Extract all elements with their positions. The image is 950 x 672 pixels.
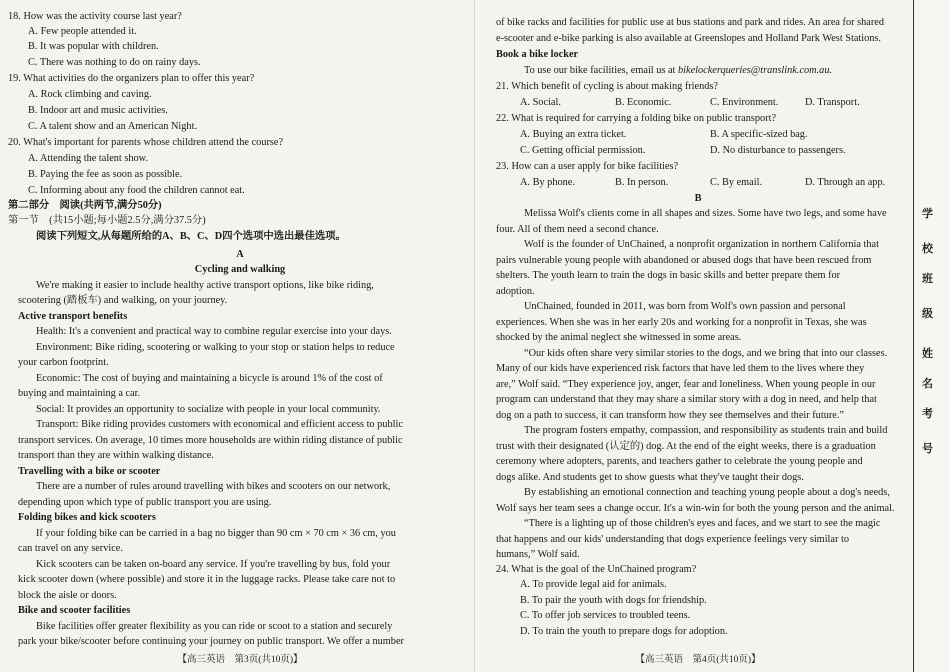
- binding-line: [913, 0, 914, 672]
- option-22b: B. A specific-sized bag.: [710, 129, 808, 140]
- option-19a: A. Rock climbing and caving.: [28, 89, 152, 100]
- passage-b-letter: B: [694, 193, 702, 204]
- continued-line: e-scooter and e-bike parking is also available at Greenslopes and Holland Park West Stations.: [496, 33, 882, 44]
- facilities-heading: Bike and scooter facilities: [18, 605, 131, 616]
- option-18a: A. Few people attended it.: [28, 26, 137, 37]
- option-19b: B. Indoor art and music activities.: [28, 105, 168, 116]
- question-21: 21. Which benefit of cycling is about making friends?: [496, 81, 718, 92]
- option-18c: C. There was nothing to do on rainy days.: [28, 57, 201, 68]
- locker-email: bikelockerqueries@translink.com.au.: [677, 65, 833, 76]
- binding-label-char: 号: [922, 443, 933, 455]
- folding-heading: Folding bikes and kick scooters: [18, 512, 156, 523]
- binding-label-char: 考: [922, 408, 933, 420]
- travel-heading: Travelling with a bike or scooter: [18, 466, 161, 477]
- passage-b-line: trust with their designated (认定的) dog. At the end of the eight weeks, there is a graduation: [496, 440, 876, 452]
- binding-label-char: 级: [922, 308, 933, 320]
- option-21d: D. Transport.: [805, 97, 860, 108]
- question-19: 19. What activities do the organizers plan to offer this year?: [8, 73, 255, 84]
- page-footer: 【高三英语 第3页(共10页)】: [177, 655, 303, 665]
- travel-line: There are a number of rules around travelling with bikes and scooters on our network,: [36, 481, 391, 492]
- question-23: 23. How can a user apply for bike facilities?: [496, 161, 679, 172]
- question-22: 22. What is required for carrying a folding bike on public transport?: [496, 113, 777, 124]
- locker-text: [524, 64, 832, 77]
- folding-line: If your folding bike can be carried in a bag no bigger than 90 cm × 70 cm × 36 cm, you: [36, 528, 396, 539]
- passage-b-line: dogs alike. And students get to show guests what they've taught their dogs.: [496, 471, 804, 483]
- benefit-line: Transport: Bike riding provides customers with economical and efficient access to public: [36, 419, 403, 430]
- binding-label-char: 姓: [922, 348, 933, 360]
- facilities-line: Bike facilities offer greater flexibility as you can ride or scoot to a station and securely: [36, 621, 393, 632]
- benefit-line: transport than they are within walking distance.: [18, 450, 214, 461]
- option-22c: C. Getting official permission.: [520, 145, 646, 156]
- continued-line: of bike racks and facilities for public use at bus stations and park and rides. An area for shared: [496, 17, 885, 28]
- benefit-line: transport services. On average, 10 times more households are within riding distance of public: [18, 435, 403, 446]
- folding-line: block the aisle or doors.: [18, 590, 117, 601]
- passage-b-line: The program fosters empathy, compassion, and responsibility as students train and build: [524, 425, 888, 436]
- binding-label-char: 名: [922, 378, 933, 390]
- intro-line: We're making it easier to include healthy active transport options, like bike riding,: [36, 280, 374, 291]
- benefit-line: buying and maintaining a car.: [18, 388, 141, 399]
- passage-b-line: Many of our kids have experienced risk factors that have led them to the lives where they: [496, 363, 865, 374]
- option-23b: B. In person.: [615, 177, 669, 188]
- binding-label-char: 校: [922, 243, 933, 255]
- option-20b: B. Paying the fee as soon as possible.: [28, 169, 183, 180]
- folding-line: kick scooter down (where possible) and store it in the luggage racks. Please take care not to: [18, 574, 396, 585]
- passage-b-line: ceremony where adopters, parents, and teachers gather to celebrate the young people and: [496, 456, 863, 467]
- section1-title: 第一节 (共15小题;每小题2.5分,满分37.5分): [8, 215, 206, 226]
- passage-b-line: adoption.: [496, 285, 535, 297]
- benefit-line: Health: It's a convenient and practical way to combine regular exercise into your days.: [36, 326, 392, 337]
- passage-a-letter: A: [236, 249, 244, 260]
- intro-line: scootering (踏板车) and walking, on your journey.: [18, 295, 228, 306]
- passage-b-line: “Our kids often share very similar stories to the dogs, and we bring that into our classes.: [524, 347, 888, 359]
- passage-b-line: Melissa Wolf's clients come in all shapes and sizes. Some have two legs, and some have: [524, 208, 887, 219]
- binding-label-char: 班: [922, 273, 933, 285]
- option-19c: C. A talent show and an American Night.: [28, 121, 198, 132]
- locker-heading: Book a bike locker: [496, 49, 579, 60]
- part2-title: 第二部分 阅读(共两节,满分50分): [8, 200, 162, 211]
- passage-b-line: Wolf is the founder of UnChained, a nonprofit organization in northern California that: [524, 239, 879, 250]
- benefits-heading: Active transport benefits: [18, 311, 128, 322]
- passage-b-line: experiences. When she was in her early 20s and working for a nonprofit in Texas, she was: [496, 316, 867, 328]
- passage-b-line: pairs vulnerable young people with abandoned or abused dogs that have been rescued from: [496, 254, 872, 266]
- travel-line: depending upon which type of public transport you are using.: [18, 497, 272, 508]
- folding-line: Kick scooters can be taken on-board any service. If you're travelling by bus, fold your: [36, 559, 391, 570]
- passage-b-line: that happens and our kids' understanding that dogs experience feelings very similar to: [496, 533, 850, 545]
- passage-b-line: “There is a lighting up of those children's eyes and faces, and we start to see the magic: [524, 518, 881, 529]
- passage-b-line: By establishing an emotional connection and teaching young people about a dog's needs,: [524, 487, 890, 498]
- option-18b: B. It was popular with children.: [28, 41, 159, 52]
- folding-line: can travel on any service.: [18, 543, 123, 554]
- passage-b-line: shocked by the animal neglect she witnessed in some areas.: [496, 332, 742, 343]
- option-21b: B. Economic.: [615, 97, 672, 108]
- passage-b-line: are,” Wolf said. “They experience joy, anger, fear and loneliness. When young people in our: [496, 378, 876, 390]
- option-20c: C. Informing about any food the children cannot eat.: [28, 185, 245, 196]
- passage-b-line: Wolf says her team sees a change occur. It's a win-win for both the young person and the animal.: [496, 502, 895, 514]
- benefit-line: your carbon footprint.: [18, 357, 109, 368]
- option-20a: A. Attending the talent show.: [28, 153, 149, 164]
- option-21a: A. Social.: [520, 97, 561, 108]
- question-18: 18. How was the activity course last year?: [8, 11, 182, 22]
- option-24d: D. To train the youth to prepare dogs for adoption.: [520, 626, 728, 637]
- benefit-line: Social: It provides an opportunity to socialize with people in your local community.: [36, 404, 381, 415]
- question-20: 20. What's important for parents whose children attend the course?: [8, 137, 284, 148]
- passage-b-line: humans,” Wolf said.: [496, 549, 580, 560]
- option-24a: A. To provide legal aid for animals.: [520, 579, 667, 590]
- binding-strip: [912, 0, 950, 672]
- passage-b-line: program can understand that they may share a similar story with a dog in need, and help that: [496, 394, 877, 405]
- question-24: 24. What is the goal of the UnChained program?: [496, 564, 697, 575]
- passage-b-line: dog on a path to success, it can transform how they see themselves and their future.”: [496, 409, 844, 421]
- option-22a: A. Buying an extra ticket.: [520, 129, 627, 140]
- page-divider: [474, 0, 475, 672]
- option-23c: C. By email.: [710, 177, 763, 188]
- option-23a: A. By phone.: [520, 177, 575, 188]
- option-24c: C. To offer job services to troubled teens.: [520, 610, 691, 621]
- binding-label-char: 学: [922, 208, 933, 220]
- option-21c: C. Environment.: [710, 97, 779, 108]
- facilities-line: park your bike/scooter before continuing your journey on public transport. We offer a number: [18, 636, 404, 647]
- option-23d: D. Through an app.: [805, 177, 886, 188]
- passage-b-line: shelters. The youth learn to train the dogs in basic skills and better prepare them for: [496, 270, 841, 281]
- benefit-line: Economic: The cost of buying and maintaining a bicycle is around 1% of the cost of: [36, 373, 383, 384]
- option-24b: B. To pair the youth with dogs for friendship.: [520, 595, 707, 606]
- passage-b-line: four. All of them need a second chance.: [496, 223, 659, 235]
- page-footer: 【高三英语 第4页(共10页)】: [635, 655, 761, 665]
- right-page: [478, 0, 908, 672]
- passage-b-line: UnChained, founded in 2011, was born from Wolf's own passion and personal: [524, 301, 846, 312]
- instruction: 阅读下列短文,从每题所给的A、B、C、D四个选项中选出最佳选项。: [36, 231, 346, 242]
- left-page: [0, 0, 468, 672]
- benefit-line: Environment: Bike riding, scootering or walking to your stop or station helps to reduce: [36, 342, 395, 353]
- option-22d: D. No disturbance to passengers.: [710, 145, 846, 156]
- locker-instruction: To use our bike facilities, email us at: [524, 65, 676, 76]
- passage-a-title: Cycling and walking: [194, 264, 286, 275]
